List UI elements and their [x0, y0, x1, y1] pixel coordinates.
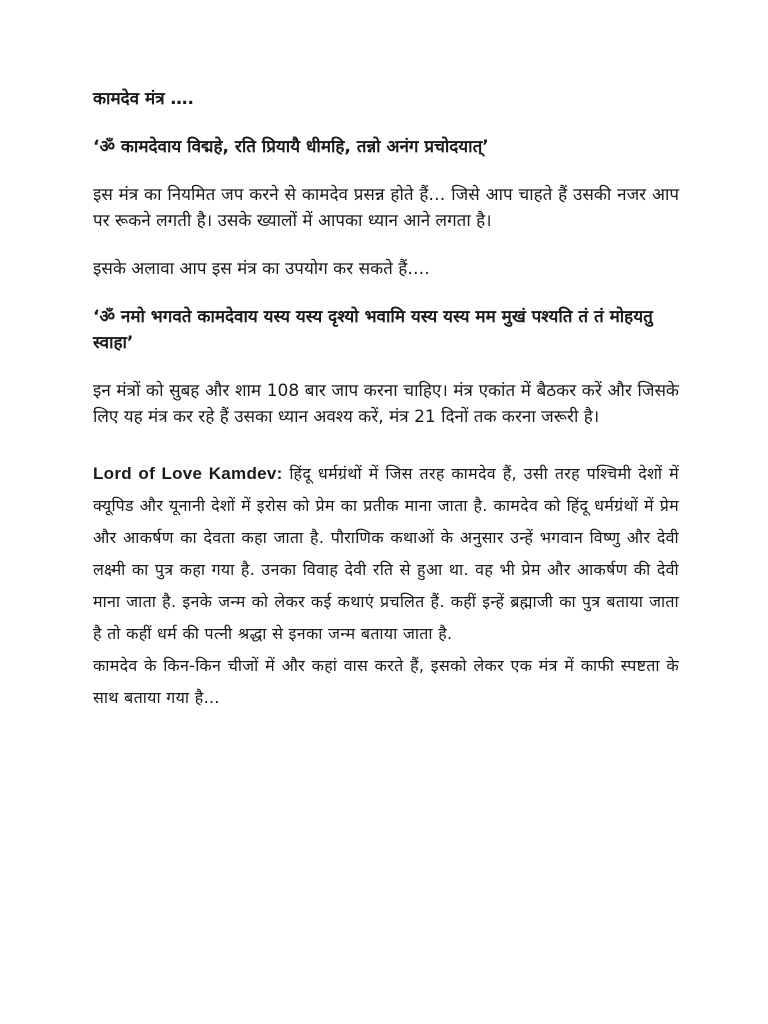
paragraph-benefits: इस मंत्र का नियमित जप करने से कामदेव प्रसन्न होते हैं… जिसे आप चाहते हैं उसकी नजर आप पर रूकने लगती है। उसके ख्यालों में आपका ध्यान आने लगता है।	[93, 185, 679, 231]
mantra-two: ‘ॐ नमो भगवते कामदेवाय यस्य यस्य दृश्यो भवामि यस्य यस्य मम मुखं पश्यति तं तं मोहयतु स्वाहा’	[93, 307, 653, 353]
story-body: हिंदू धर्मग्रंथों में जिस तरह कामदेव हैं, उसी तरह पश्चिमी देशों में क्यूपिड और यूनानी देशों में इरोस को प्रेम का प्रतीक माना जाता है. कामदेव को हिंदू धर्मग्रंथों में प्रेम और आकर्षण का देवता कहा जाता है. पौराणिक कथाओं के अनुसार उन्हें भगवान विष्णु और देवी लक्ष्मी का पुत्र कहा गया है. उनका विवाह देवी रति से हुआ था. वह भी प्रेम और आकर्षण की देवी माना जाता है. इनके जन्म को लेकर कई कथाएं प्रचलित हैं. कहीं इन्हें ब्रह्माजी का पुत्र बताया जाता है तो कहीं धर्म की पत्नी श्रद्धा से इनका जन्म बताया जाता है.	[93, 464, 679, 643]
story-title: Lord of Love Kamdev:	[93, 464, 283, 483]
story-paragraph	[93, 458, 679, 650]
document-heading: कामदेव मंत्र ….	[93, 89, 194, 109]
document-page	[93, 86, 679, 714]
paragraph-alternative: इसके अलावा आप इस मंत्र का उपयोग कर सकते हैं….	[93, 259, 430, 279]
mantra-one: ‘ॐ कामदेवाय विद्महे, रति प्रियायै धीमहि, तन्नो अनंग प्रचोदयात्’	[93, 137, 489, 157]
story-tail: कामदेव के किन-किन चीजों में और कहां वास करते हैं, इसको लेकर एक मंत्र में काफी स्पष्टता के साथ बताया गया है…	[93, 656, 679, 707]
paragraph-instructions: इन मंत्रों को सुबह और शाम 108 बार जाप करना चाहिए। मंत्र एकांत में बैठकर करें और जिसके लिए यह मंत्र कर रहे हैं उसका ध्यान अवश्य करें, मंत्र 21 दिनों तक करना जरूरी है।	[93, 381, 679, 427]
